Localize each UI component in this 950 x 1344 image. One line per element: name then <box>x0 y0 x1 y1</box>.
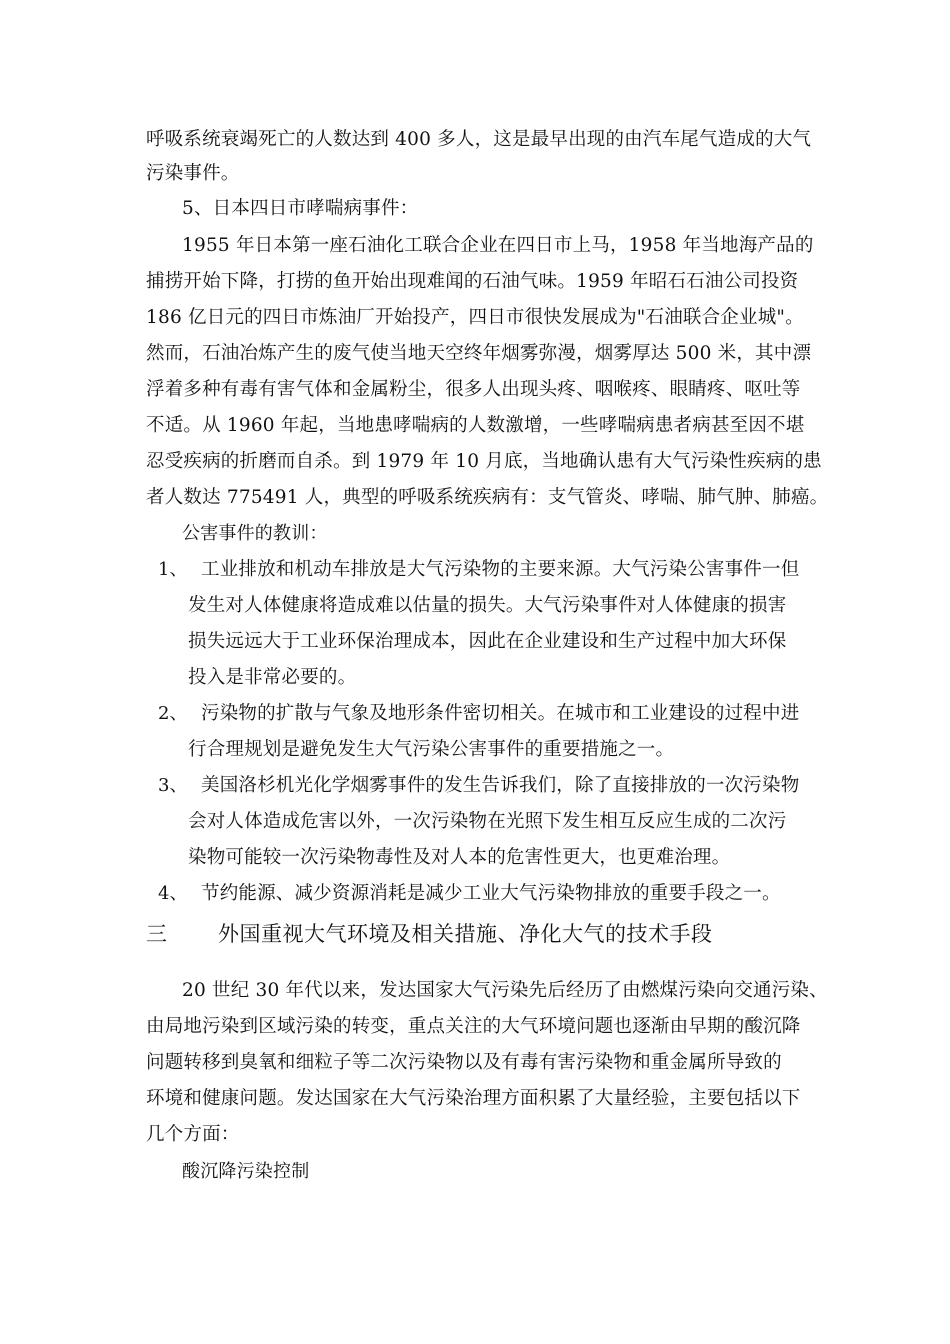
list-number: 1、 <box>158 559 188 580</box>
list-number: 2、 <box>158 703 188 724</box>
paragraph-line: 污染事件。 <box>146 163 240 184</box>
paragraph-line: 然而，石油冶炼产生的废气使当地天空终年烟雾弥漫，烟雾厚达 500 米，其中漂 <box>146 343 812 364</box>
paragraph-line: 186 亿日元的四日市炼油厂开始投产，四日市很快发展成为"石油联合企业城"。 <box>146 307 804 328</box>
list-item-line: 损失远远大于工业环保治理成本，因此在企业建设和生产过程中加大环保 <box>188 631 787 652</box>
paragraph-line: 捕捞开始下降，打捞的鱼开始出现难闻的石油气味。1959 年昭石石油公司投资 <box>146 271 799 292</box>
list-item-line: 会对人体造成危害以外，一次污染物在光照下发生相互反应生成的二次污 <box>188 811 787 832</box>
list-number: 3、 <box>158 775 188 796</box>
list-item-line: 节约能源、减少资源消耗是减少工业大气污染物排放的重要手段之一。 <box>201 883 781 904</box>
paragraph-line: 浮着多种有毒有害气体和金属粉尘，很多人出现头疼、咽喉疼、眼睛疼、呕吐等 <box>146 379 801 400</box>
list-item-line: 投入是非常必要的。 <box>188 667 357 688</box>
lessons-heading: 公害事件的教训： <box>182 523 328 544</box>
paragraph-line: 由局地污染到区域污染的转变，重点关注的大气环境问题也逐渐由早期的酸沉降 <box>146 1016 801 1037</box>
list-item-line: 污染物的扩散与气象及地形条件密切相关。在城市和工业建设的过程中进 <box>201 703 800 724</box>
paragraph-line: 不适。从 1960 年起，当地患哮喘病的人数激增，一些哮喘病患者病甚至因不堪 <box>146 415 805 436</box>
paragraph-line: 呼吸系统衰竭死亡的人数达到 400 多人，这是最早出现的由汽车尾气造成的大气 <box>146 129 812 150</box>
paragraph-line: 环境和健康问题。发达国家在大气污染治理方面积累了大量经验，主要包括以下 <box>146 1088 801 1109</box>
list-item-line: 发生对人体健康将造成难以估量的损失。大气污染事件对人体健康的损害 <box>188 595 787 616</box>
section-title: 外国重视大气环境及相关措施、净化大气的技术手段 <box>218 922 713 946</box>
paragraph-line: 忍受疾病的折磨而自杀。到 1979 年 10 月底，当地确认患有大气污染性疾病的患 <box>146 451 822 472</box>
paragraph-line: 几个方面： <box>146 1124 240 1145</box>
section-number: 三 <box>146 922 167 946</box>
list-number: 4、 <box>158 883 188 904</box>
list-item-line: 行合理规划是避免发生大气污染公害事件的重要措施之一。 <box>188 739 675 760</box>
paragraph-line: 1955 年日本第一座石油化工联合企业在四日市上马，1958 年当地海产品的 <box>182 235 814 256</box>
event5-heading: 5、日本四日市哮喘病事件： <box>182 198 419 219</box>
list-item-line: 工业排放和机动车排放是大气污染物的主要来源。大气污染公害事件一但 <box>201 559 800 580</box>
paragraph-line: 问题转移到臭氧和细粒子等二次污染物以及有毒有害污染物和重金属所导致的 <box>146 1052 782 1073</box>
paragraph-line: 20 世纪 30 年代以来，发达国家大气污染先后经历了由燃煤污染向交通污染、 <box>182 980 828 1001</box>
subsection-heading: 酸沉降污染控制 <box>182 1161 310 1182</box>
list-item-line: 美国洛杉机光化学烟雾事件的发生告诉我们，除了直接排放的一次污染物 <box>201 775 800 796</box>
paragraph-line: 者人数达 775491 人，典型的呼吸系统疾病有：支气管炎、哮喘、肺气肿、肺癌。 <box>146 487 829 508</box>
list-item-line: 染物可能较一次污染物毒性及对人本的危害性更大，也更难治理。 <box>188 847 731 868</box>
